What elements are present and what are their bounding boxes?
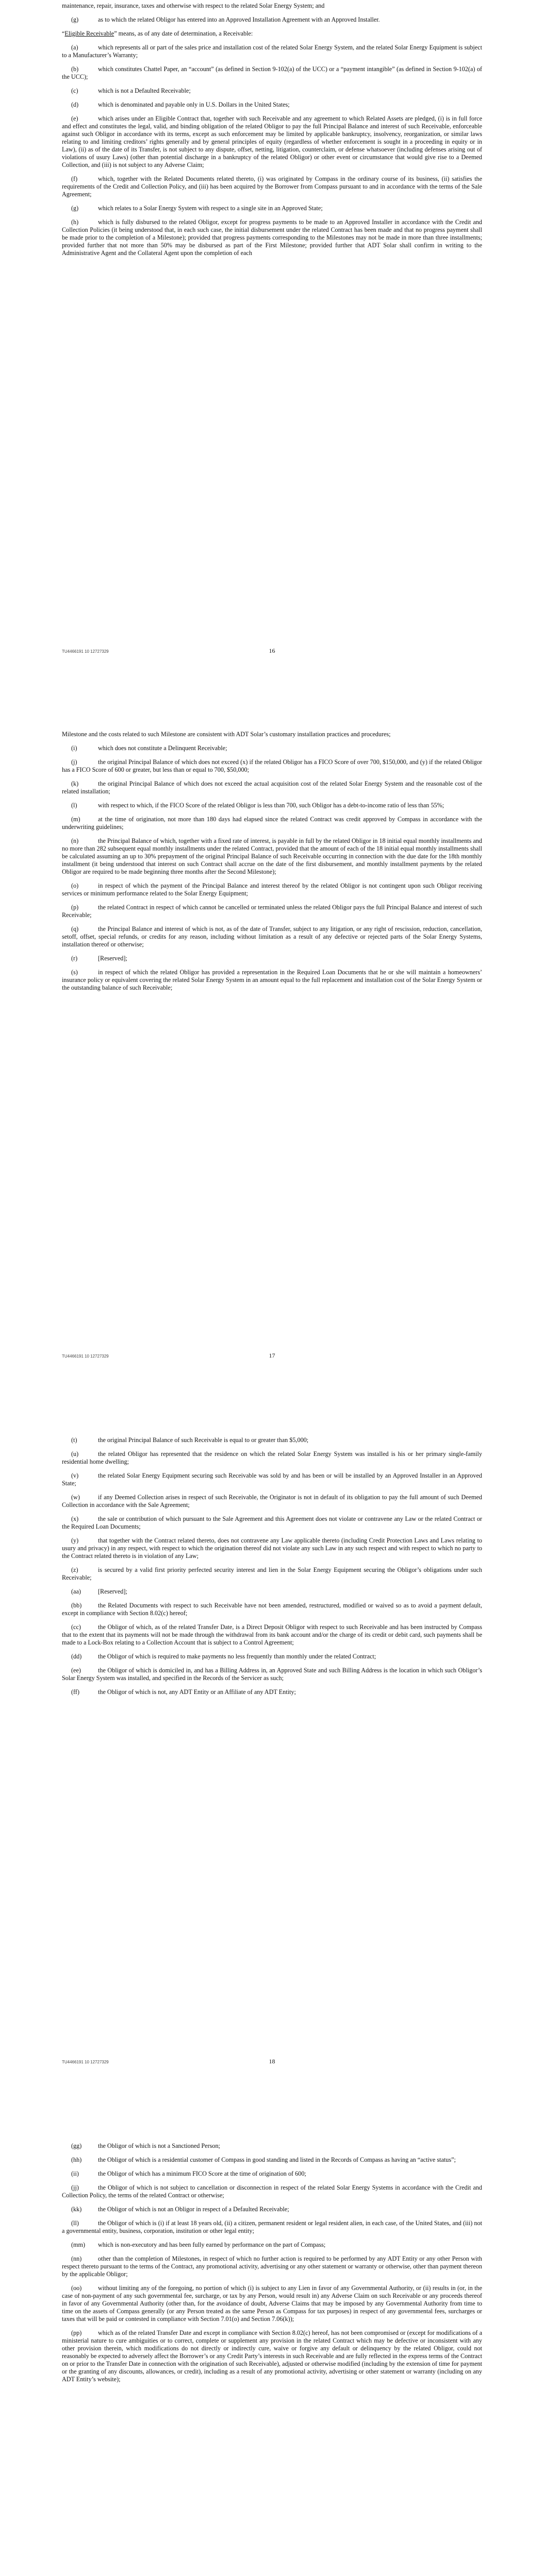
clause-item: (h) which is fully disbursed to the related Obligor, except for progress payments to be made to an Approved Installer in accordance with the Credit and Collection Policies (it being understood that, in each such case, the initial disbursement under the related Contract has been made and that no progress payment shall be made prior to the completion of a Milestone); provided that progress payments corresponding to the Milestones may not be made in more than three installments; provided further that not more than 50% may be disbursed as part of the First Milestone; provided further that ADT Solar shall confirm in writing to the Administrative Agent and the Collateral Agent upon the completion of each [62,218,482,257]
clause-item: (pp) which as of the related Transfer Date and except in compliance with Section 8.02(c) hereof, has not been compromised or (except for modifications of a ministerial nature to cure ambiguities or to correct, complete or supplement any provision in the related Contract which may be defective or inconsistent with any other provision therein, which modifications do not directly or indirectly cure, waive or forgive any default or delinquency by the related Obligor, could not reasonably be expected to adversely affect the Borrower’s or any Credit Party’s interests in such Receivable and are fully reflected in the express terms of the Contract on or prior to the Transfer Date in connection with the origination of such Receivable), adjusted or otherwise modified (including by the extension of time for payment or the granting of any discounts, allowances, or credit), including as a result of any promotional activity, advertising or other statement or warranty (including on any ADT Entity’s website); [62,2329,482,2383]
doc-id: TU4466191 10 12727329 [62,2060,109,2064]
clause-item: (q) the Principal Balance and interest of which is not, as of the date of Transfer, subject to any litigation, or any right of rescission, reduction, cancellation, setoff, offset, special refunds, or credits for any reason, including without limitation as a result of any defective or rejected parts of the Solar Energy Systems, installation thereof or otherwise; [62,925,482,948]
clause-item: (t) the original Principal Balance of such Receivable is equal to or greater than $5,000; [71,1436,309,1444]
clause-item: (ii) the Obligor of which has a minimum FICO Score at the time of origination of 600; [71,2170,306,2177]
clause-item: (v) the related Solar Energy Equipment securing such Receivable was sold by and has been or will be installed by an Approved Installer in an Approved State; [62,1472,482,1487]
clause-item: (k) the original Principal Balance of which does not exceed the actual acquisition cost of the related Solar Energy System and the reasonable cost of the related installation; [62,780,482,795]
clause-item: (l) with respect to which, if the FICO Score of the related Obligor is less than 700, such Obligor has a debt-to-income ratio of less than 55%; [71,802,444,809]
paragraph-continuation: maintenance, repair, insurance, taxes and otherwise with respect to the related Solar Energy System; and [62,2,325,9]
clause-item: (b) which constitutes Chattel Paper, an “account” (as defined in Section 9-102(a) of the UCC) or a “payment intangible” (as defined in Section 9-102(a) of the UCC); [62,65,482,80]
defined-term: Eligible Receivable [64,30,114,37]
clause-item: (y) that together with the Contract related thereto, does not contravene any Law applicable thereto (including Credit Protection Laws and Laws relating to usury and privacy) in any respect, with respect to which the origination thereof did not violate any such Law in any such respect and with respect to which no party to the Contract related thereto is in violation of any Law; [62,1537,482,1560]
clause-item: (cc) the Obligor of which, as of the related Transfer Date, is a Direct Deposit Obligor with respect to such Receivable and has been instructed by Compass that to the extent that its payments will not be made through the withdrawal from its bank account and/or the charge of its credit or debit card, such payments shall be made to a Lock-Box relating to a Collection Account that is subject to a Control Agreement; [62,1623,482,1646]
definition-eligible-receivable: “Eligible Receivable” means, as of any date of determination, a Receivable: [62,30,253,37]
clause-item: (nn) other than the completion of Milestones, in respect of which no further action is required to be performed by any ADT Entity or any other Person with respect thereto pursuant to the terms of the Contract, any promotional activity, advertising or any other statement or warranty or otherwise, other than payment thereon by the applicable Obligor; [62,2255,482,2278]
clause-item: (hh) the Obligor of which is a residential customer of Compass in good standing and listed in the Records of Compass as having an “active status”; [71,2156,456,2163]
clause-item: (x) the sale or contribution of which pursuant to the Sale Agreement and this Agreement does not violate or contravene any Law or the related Contract or the Required Loan Documents; [62,1515,482,1530]
page-number: 18 [269,2058,275,2065]
page-17 [0,689,544,1395]
doc-id: TU4466191 10 12727329 [62,649,109,654]
clause-item: (m) at the time of origination, not more than 180 days had elapsed since the related Contract was credit approved by Compass in accordance with the underwriting guidelines; [62,816,482,831]
clause-item: (a) which represents all or part of the sales price and installation cost of the related Solar Energy System, and the related Solar Energy Equipment is subject to a Manufacturer’s Warranty; [62,44,482,59]
clause-item: (jj) the Obligor of which is not subject to cancellation or disconnection in respect of the related Solar Energy Systems in accordance with the Credit and Collection Policy, the terms of the related Contract or otherwise; [62,2184,482,2199]
clause-item: (c) which is not a Defaulted Receivable; [71,87,191,94]
clause-item: (i) which does not constitute a Delinquent Receivable; [71,744,227,752]
clause-item: (o) in respect of which the payment of the Principal Balance and interest thereof by the related Obligor is not contingent upon such Obligor receiving services or minimum performance related to the Solar Energy Equipment; [62,882,482,897]
clause-item: (j) the original Principal Balance of which does not exceed (x) if the related Obligor has a FICO Score of over 700, $150,000, and (y) if the related Obligor has a FICO Score of 600 or greater, but less than or equal to 700, $50,000; [62,758,482,773]
clause-item: (kk) the Obligor of which is not an Obligor in respect of a Defaulted Receivable; [71,2206,289,2213]
clause-item: (ll) the Obligor of which is (i) if at least 18 years old, (ii) a citizen, permanent resident or legal resident alien, in each case, of the United States, and (iii) not a governmental entity, business, corporation, institution or other legal entity; [62,2219,482,2234]
clause-item: (g) which relates to a Solar Energy System with respect to a single site in an Approved State; [71,205,323,212]
clause-item: (z) is secured by a valid first priority perfected security interest and lien in the Solar Energy Equipment securing the Obligor’s obligations under such Receivable; [62,1566,482,1581]
page-footer [62,1354,482,1359]
page-footer [62,649,482,654]
clause-item: (f) which, together with the Related Documents related thereto, (i) was originated by Compass in the ordinary course of its business, (ii) satisfies the requirements of the Credit and Collection Policy, and (iii) has been acquired by the Borrower from Compass pursuant to and in accordance with the terms of the Sale Agreement; [62,175,482,198]
clause-item: (mm) which is non-executory and has been fully earned by performance on the part of Compass; [71,2241,326,2248]
clause-item: (aa) [Reserved]; [71,1588,127,1595]
clause-item: (ff) the Obligor of which is not, any ADT Entity or an Affiliate of any ADT Entity; [71,1688,296,1696]
clause-item: (n) the Principal Balance of which, together with a fixed rate of interest, is payable in full by the related Obligor in 18 initial equal monthly installments and no more than 282 subsequent equal monthly installments under the related Contract, provided that the amount of each of the 18 initial equal monthly installments shall be calculated assuming an up to 30% prepayment of the original Principal Balance of such Receivable occurring in connection with the due date for the 18th monthly installment (it being understood that interest on such Contract shall accrue on the date of the first disbursement, and monthly installment payments by the related Obligor are required to be made beginning three months after the Second Milestone); [62,837,482,875]
clause-item: (u) the related Obligor has represented that the residence on which the related Solar Energy System was installed is his or her primary single-family residential home dwelling; [62,1450,482,1465]
clause-item: (e) which arises under an Eligible Contract that, together with such Receivable and any agreement to which Related Assets are pledged, (i) is in full force and effect and constitutes the legal, valid, and binding obligation of the related Obligor to pay the full Principal Balance and interest of such Receivable, enforceable against such Obligor in accordance with its terms, except as such enforcement may be limited by applicable bankruptcy, insolvency, reorganization, or similar laws relating to and limiting creditors’ rights generally and by general principles of equity (regardless of whether enforcement is sought in a proceeding in equity or in Law), (ii) as of the date of its Transfer, is not subject to any dispute, offset, netting, litigation, counterclaim, or defense whatsoever (including defenses arising out of violations of usury Laws) (other than potential discharge in a bankruptcy of the related Obligor) or other event or circumstance that would give rise to a Deemed Collection, and (iii) is not subject to any Adverse Claim; [62,115,482,168]
paragraph-continuation: Milestone and the costs related to such Milestone are consistent with ADT Solar’s customary installation practices and procedures; [62,731,391,738]
clause-item: (w) if any Deemed Collection arises in respect of such Receivable, the Originator is not in default of its obligation to pay the full amount of such Deemed Collection in accordance with the Sale Agreement; [62,1494,482,1509]
clause-item: (dd) the Obligor of which is required to make payments no less frequently than monthly under the related Contract; [71,1653,376,1660]
clause-item: (r) [Reserved]; [71,955,127,962]
clause-item: (ee) the Obligor of which is domiciled in, and has a Billing Address in, an Approved State and such Billing Address is the location in which such Obligor’s Solar Energy System was installed, and specified in the Records of the Servicer as such; [62,1667,482,1682]
clause-item: (bb) the Related Documents with respect to such Receivable have not been amended, restructured, modified or waived so as to avoid a payment default, except in compliance with Section 8.02(c) hereof; [62,1602,482,1617]
clause-item: (s) in respect of which the related Obligor has provided a representation in the Required Loan Documents that he or she will maintain a homeowners’ insurance policy or equivalent covering the related Solar Energy System in an amount equal to the full replacement and installation cost of the Solar Energy System or the outstanding balance of such Receivable; [62,969,482,991]
clause-item: (oo) without limiting any of the foregoing, no portion of which (i) is subject to any Lien in favor of any Governmental Authority, or (ii) results in (or, in the case of non-payment of any such governmental fee, surcharge, or tax by any Person, would result in) any Adverse Claim on such Receivable or any proceeds thereof in favor of any Governmental Authority (other than, for the avoidance of doubt, Adverse Claims that may be imposed by any Governmental Authority from time to time on the assets of Compass generally (or any Person treated as the same Person as Compass for tax purposes) in respect of any governmental fees, surcharges or taxes that will be paid or contested in compliance with Section 7.01(o) and Section 7.06(k)); [62,2284,482,2323]
clause-item: (p) the related Contract in respect of which cannot be cancelled or terminated unless the related Obligor pays the full Principal Balance and interest of such Receivable; [62,904,482,919]
page-footer [62,2060,482,2064]
doc-id: TU4466191 10 12727329 [62,1354,109,1359]
clause-item: (gg) the Obligor of which is not a Sanctioned Person; [71,2142,220,2149]
page-16 [0,0,544,689]
page-18 [0,1395,544,2101]
page-number: 17 [269,1352,275,1359]
clause-item: (d) which is denominated and payable only in U.S. Dollars in the United States; [71,101,290,108]
page-19 [0,2101,544,2576]
clause-item: (g) as to which the related Obligor has entered into an Approved Installation Agreement with an Approved Installer. [71,16,380,23]
page-number: 16 [269,647,275,654]
